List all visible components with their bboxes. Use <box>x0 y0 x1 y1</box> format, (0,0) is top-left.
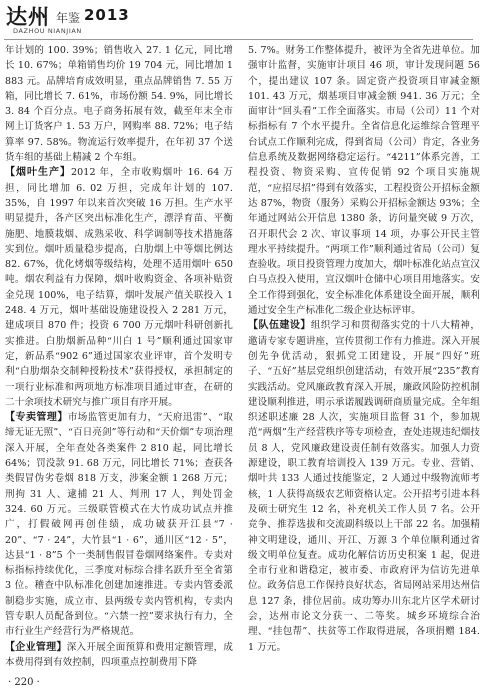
section-body: 深入开展全面预算和费用定额管理，成本费用得到有效控制，四项重点控制费用下降 <box>5 641 233 668</box>
yearbook-title: 达州 <box>6 5 50 29</box>
section-paragraph <box>5 410 233 639</box>
yearbook-title-english: DAZHOU NIANJIAN <box>13 27 82 35</box>
section-paragraph <box>5 165 233 410</box>
yearbook-label: 年鉴 <box>56 11 81 25</box>
section-paragraph <box>5 640 233 671</box>
section-heading: 【烟叶生产】 <box>5 167 72 179</box>
page-number: · 220 · <box>8 677 40 688</box>
section-body: 2012 年，全市收购烟叶 16. 64 万担，同比增加 6. 02 万担，完成年计划的 107. 35%，自 1997 年以来首次突破 16 万担。生产水平明显提升，各产区突出标准化生产，漂浮育苗、平衡施肥、地膜栽烟、成熟采收、科学调制等技术措施落实到位。烟叶质量稳步提高，白肋烟上中等烟比例达 82. 67%，优化烤烟等级结构，处理不适用烟叶 650 吨。烟农利益有力保障，烟叶收购资金、各项补贴资金兑现 100%，电子结算，烟叶发展产值关联投入 1 248. 4 万元，烟叶基础设施建设投入 2 281 万元，建成项目 870 件；投资 6 700 万元烟叶科研创新扎实推进。白肋烟新品种“川白 1 号”顺利通过国家审定，新品系“902 6”通过国家农业评审，首个发明专利“白肋烟杂交制种授粉技术”获得授权，承担制定的一项行业标准和两项地方标准项目通过审查，在研的二十余项技术研究与推广项目有序开展。 <box>5 167 233 408</box>
section-body: 市场监管更加有力，“天府迅雷”、“取缔无证无照”、“百日亮剑”等行动和“天价烟”专项治理深入开展，全年查处各类案件 2 810 起，同比增长 64%；罚没款 91. 68 万元，同比增长 71%；查获各类假冒伪劣卷烟 818 万支，涉案金额 1 268 万元；刑拘 31 人、逮捕 21 人、判刑 17 人，判处罚金 324. 60 万元。三级联管模式在大竹成功试点并推广，打假破网再创佳绩，成功破获开江县“7 · 20”、“7 · 24”，大竹县“1 · 6”，通川区“12 · 5”，达县“1 · 8”5 个一类制售假冒卷烟网络案件。专卖对标指标持续优化，三季度对标综合排名跃升至全省第 3 位。稽查中队标准化创建加速推进。专卖内管委派制稳步实施，成立市、县两级专卖内管机构，专卖内管专职人员配备到位。“六禁一控”要求执行有力，全市行业生产经营行为严格规范。 <box>5 412 233 638</box>
section-heading: 【专卖管理】 <box>5 412 68 424</box>
paragraph: 5. 7%。财务工作整体提升，被评为全省先进单位。加强审计监督，实施审计项目 46 项，审计发现问题 56 个，提出建议 107 条。固定资产投资项目审减金额 101. 43 万元，烟基项目审减金额 941. 36 万元；全面审计“回头看”工作全面落实。市局（公司）11 个对标指标有 7 个水平提升。全省信息化运维综合管理平台试点工作顺利完成，得到省局（公司）肯定，各业务信息系统及数据网络稳定运行。“4211”体系完善，工程投资、物资采购、宣传促销 92 个项目实施规范，“应招尽招”得到有效落实，工程投资公开招标金额达 87%，物资（服务）采购公开招标金额达 93%；全年通过网站公开信息 1380 条，访问量突破 9 万次，召开职代会 2 次、审议事项 14 项，办事公开民主管理水平持续提升。“两项工作”顺利通过省局（公司）复查验收。项目投资管理力度加大，烟叶标准化站点宣汉白马点投入使用，宣汉烟叶仓储中心项目用地落实。安全工作得到强化，安全标准化体系建设全面开展，顺利通过安全生产标准化二级企业达标评审。 <box>248 45 480 317</box>
paragraph: 年计划的 100. 39%；销售收入 27. 1 亿元，同比增长 10. 67%；单箱销售均价 19 704 元，同比增加 1 883 元。品牌培育成效明显，重点品牌销售 7. 55 万箱，同比增长 7. 61%，市场份额 54. 9%，同比增长 3. 84 个百分点。电子商务拓展有效，截至年末全市网上订货客户 1. 53 万户，网购率 88. 72%；电子结算率 97. 58%。物流运行效率提升，在年初 37 个送货车组的基础上精减 2 个车组。 <box>5 45 233 164</box>
section-heading: 【队伍建设】 <box>248 320 311 332</box>
page-header <box>0 0 491 40</box>
yearbook-year: 2013 <box>84 6 130 24</box>
right-column <box>248 43 480 655</box>
left-column <box>5 43 233 670</box>
section-paragraph <box>248 318 480 655</box>
header-rule <box>4 39 473 40</box>
section-heading: 【企业管理】 <box>5 641 67 653</box>
section-body: 组织学习和贯彻落实党的十八大精神，邀请专家专题讲座，宣传贯彻工作有力推进。深入开展创先争优活动，狠抓党工团建设，开展“四好”班子、“五好”基层党组织创建活动，有效开展“235”教育实践活动。党风廉政教育深入开展，廉政风险防控机制建设顺利推进，明示承诺履践调研商质量完成。全年组织述职述廉 28 人次，实施项目监督 31 个，参加规范“两烟”生产经营秩序等专项检查，查处违规违纪烟技员 8 人，党风廉政建设责任制有效落实。加强人力资源建设，职工教育培训投入 139 万元。专业、营销、烟叶共 133 人通过技能鉴定，2 人通过中级物流师考核，1 人获得高级农艺师资格认定。公开招考引进本科及硕士研究生 12 名，补充机关工作人员 7 名。公开竞争、推荐选拔和交流副科级以上干部 22 名。加强精神文明建设，通川、开江、万源 3 个单位顺利通过省级文明单位复查。成功化解信访历史积案 1 起，促进全市行业和谐稳定，被市委、市政府评为信访先进单位。政务信息工作保持良好状态，省局网站采用达州信息 127 条，排位居前。成功筹办川东北片区学术研讨会，达州市论文分获一、二等奖。城乡环境综合治理、“挂包帮”、扶贫等工作取得进展，各项捐赠 184. 1 万元。 <box>248 320 480 653</box>
